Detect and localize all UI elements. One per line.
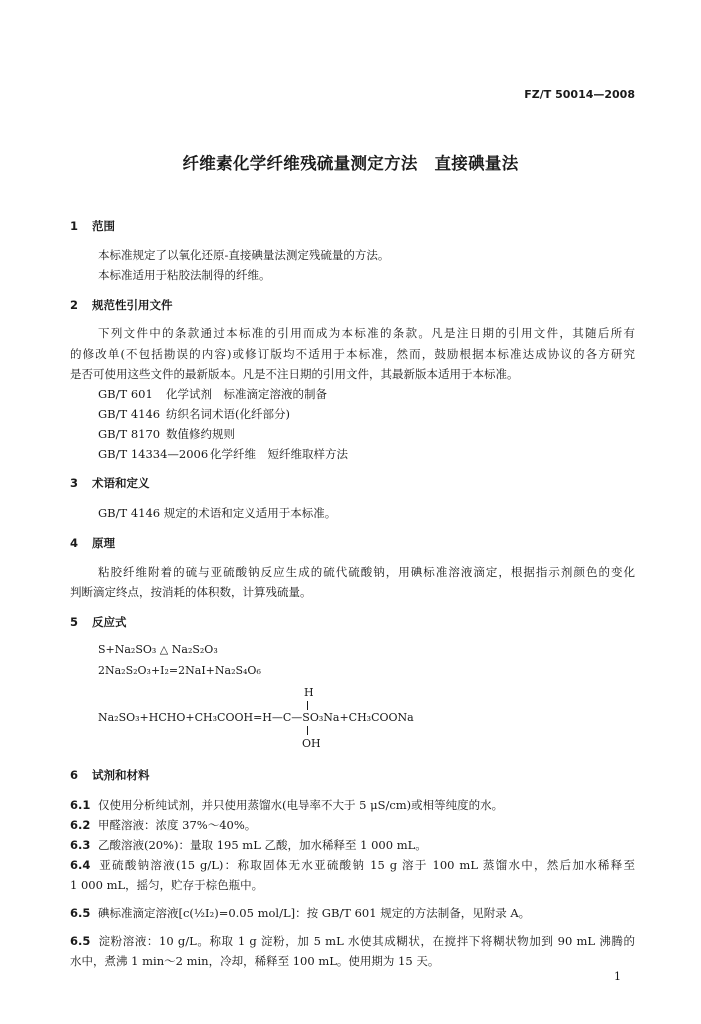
section-6-heading: 6 试剂和材料 <box>70 768 150 782</box>
equation-3: Na₂SO₃+HCHO+CH₃COOH=H—C—SO₃Na+CH₃COONa <box>98 711 414 724</box>
section-2-para-line-3: 是否可使用这些文件的最新版本。凡是不注日期的引用文件，其最新版本适用于本标准。 <box>70 367 519 381</box>
item-6-5-starch: 6.5 淀粉溶液：10 g/L。称取 1 g 淀粉，加 5 mL 水使其成糊状，在搅拌下将糊状物加到 90 mL 沸腾的 <box>70 934 635 948</box>
section-4-line-1: 粘胶纤维附着的硫与亚硫酸钠反应生成的硫代硫酸钠，用碘标准溶液滴定，根据指示剂颜色的变化 <box>98 565 635 579</box>
reference-item: GB/T 14334—2006 化学纤维 短纤维取样方法 <box>98 447 348 461</box>
section-3-heading: 3 术语和定义 <box>70 476 150 490</box>
equation-3-oh: OH <box>302 737 321 750</box>
page-number: 1 <box>614 970 621 983</box>
item-6-4: 6.4 亚硫酸钠溶液(15 g/L)：称取固体无水亚硫酸钠 15 g 溶于 100 mL 蒸馏水中，然后加水稀释至 <box>70 858 635 872</box>
item-6-1: 6.1 仅使用分析纯试剂，并只使用蒸馏水(电导率不大于 5 μS/cm)或相等纯度的水。 <box>70 798 504 812</box>
section-5-heading: 5 反应式 <box>70 615 127 629</box>
section-4-line-2: 判断滴定终点，按消耗的体积数，计算残硫量。 <box>70 585 312 599</box>
document-title: 纤维素化学纤维残硫量测定方法 直接碘量法 <box>182 154 519 173</box>
item-6-4-line-2: 1 000 mL，摇匀，贮存于棕色瓶中。 <box>70 878 264 892</box>
bond-line-bottom <box>307 726 308 735</box>
section-1-heading: 1 范围 <box>70 219 115 233</box>
reference-item: GB/T 601 化学试剂 标准滴定溶液的制备 <box>98 387 327 401</box>
equation-1: S+Na₂SO₃ △ Na₂S₂O₃ <box>98 643 218 656</box>
section-4-heading: 4 原理 <box>70 536 115 550</box>
bond-line-top <box>307 701 308 710</box>
section-2-heading: 2 规范性引用文件 <box>70 298 173 312</box>
item-6-5-iodine: 6.5 碘标准滴定溶液[c(½I₂)=0.05 mol/L]：按 GB/T 601 规定的方法制备，见附录 A。 <box>70 906 531 920</box>
equation-3-h: H <box>304 686 314 699</box>
equation-2: 2Na₂S₂O₃+I₂=2NaI+Na₂S₄O₆ <box>98 664 261 677</box>
section-2-para-line-1: 下列文件中的条款通过本标准的引用而成为本标准的条款。凡是注日期的引用文件，其随后所有 <box>98 326 635 340</box>
standard-code: FZ/T 50014—2008 <box>524 88 635 101</box>
section-2-para-line-2: 的修改单(不包括勘误的内容)或修订版均不适用于本标准，然而，鼓励根据本标准达成协议的各方研究 <box>70 347 635 361</box>
section-1-line-1: 本标准规定了以氧化还原-直接碘量法测定残硫量的方法。 <box>98 248 390 262</box>
item-6-2: 6.2 甲醛溶液：浓度 37%～40%。 <box>70 818 257 832</box>
reference-item: GB/T 4146 纺织名词术语(化纤部分) <box>98 407 290 421</box>
item-6-5-starch-line-2: 水中，煮沸 1 min～2 min，冷却，稀释至 100 mL。使用期为 15 天。 <box>70 954 440 968</box>
item-6-3: 6.3 乙酸溶液(20%)：量取 195 mL 乙酸，加水稀释至 1 000 mL。 <box>70 838 427 852</box>
reference-item: GB/T 8170 数值修约规则 <box>98 427 235 441</box>
section-1-line-2: 本标准适用于粘胶法制得的纤维。 <box>98 268 271 282</box>
section-3-line: GB/T 4146 规定的术语和定义适用于本标准。 <box>98 506 337 520</box>
